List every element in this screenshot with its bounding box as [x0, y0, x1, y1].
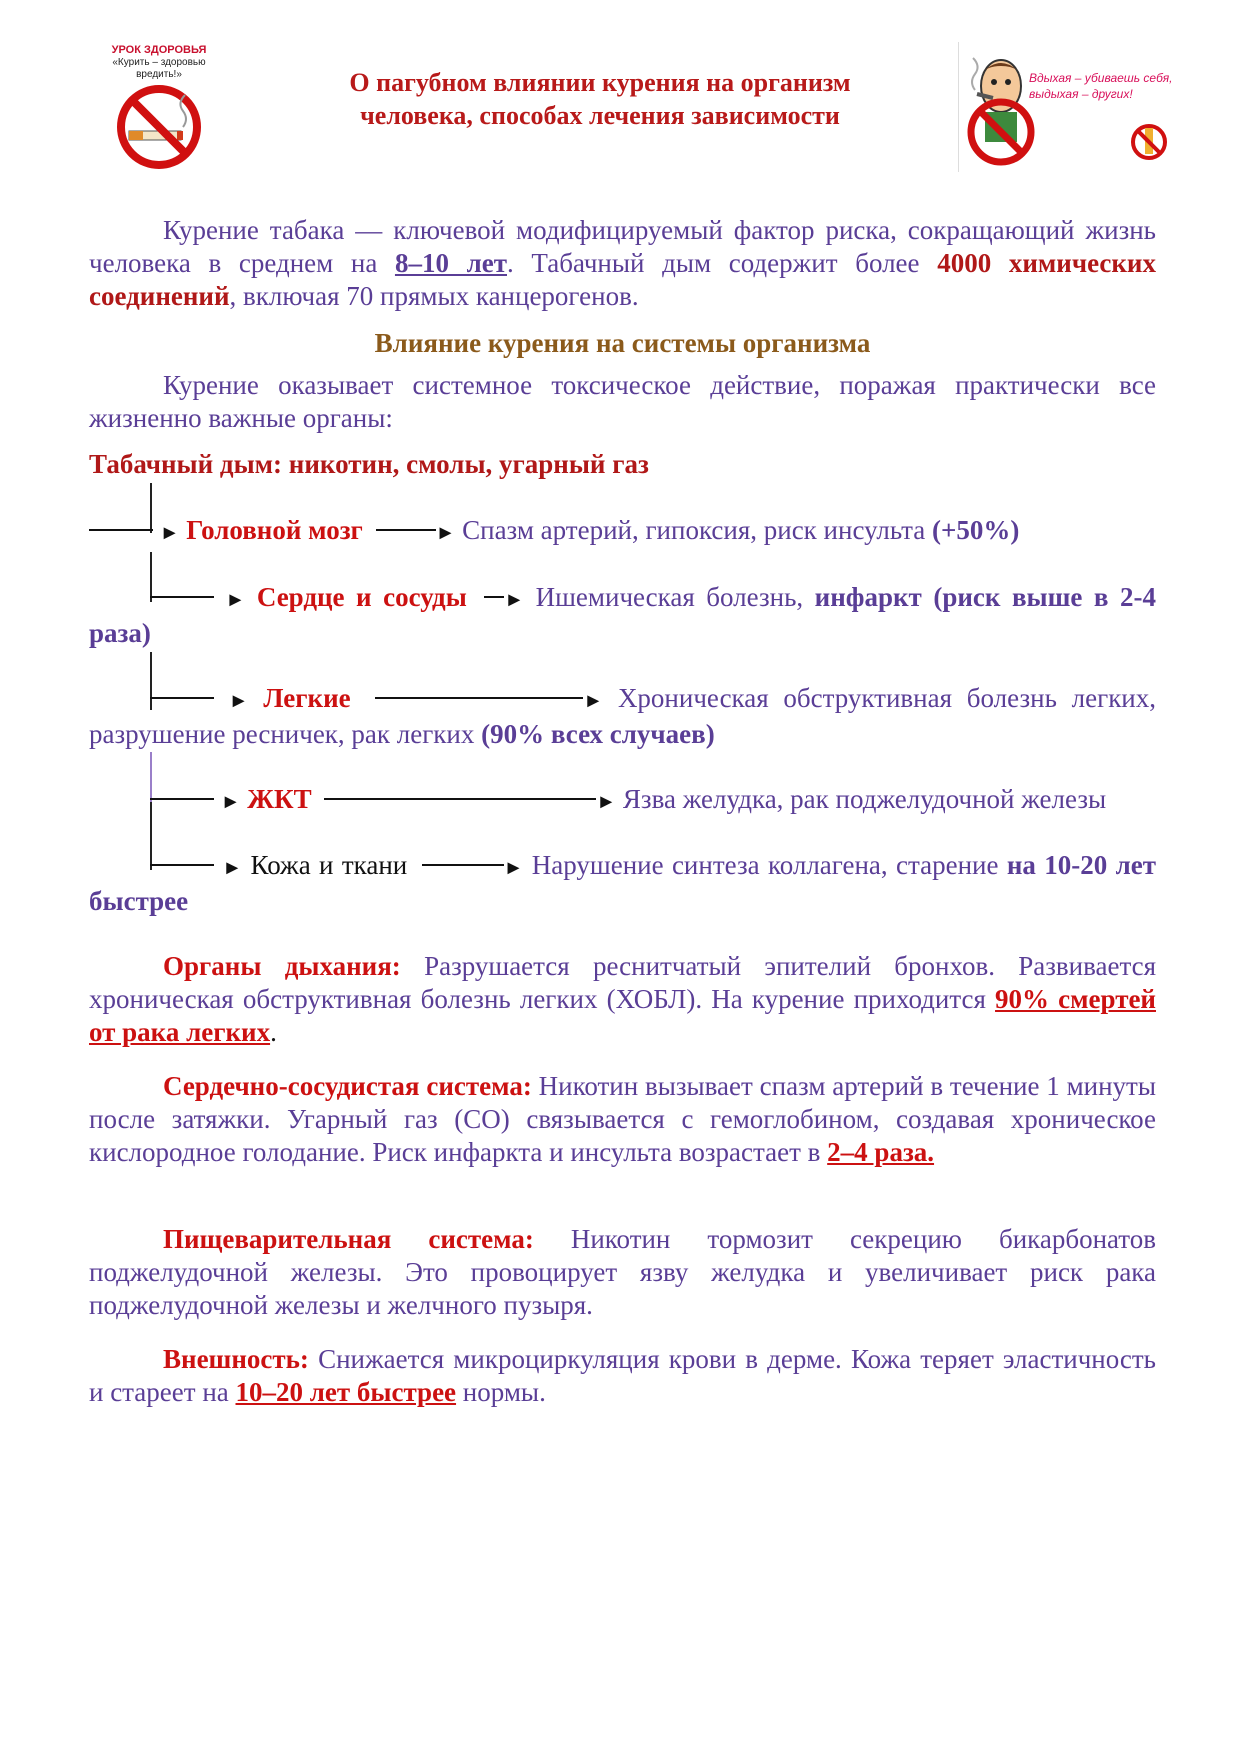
arrow-right-icon: ► — [504, 589, 525, 611]
flow-branch-line — [422, 864, 504, 866]
life-reduction-highlight: 8–10 лет — [394, 248, 507, 278]
respiratory-highlight: 90% смертей от рака легких — [89, 984, 1156, 1047]
arrow-right-icon: ► — [583, 690, 604, 712]
intro-text-2: . Табачный дым содержит более — [507, 248, 938, 278]
arrow-right-icon: ► — [220, 791, 241, 813]
no-cigarette-icon — [1129, 122, 1169, 162]
effect-emphasis: (+50%) — [932, 515, 1020, 545]
arrow-right-icon: ► — [596, 791, 617, 813]
effect-text: Язва желудка, рак поджелудочной железы — [622, 784, 1107, 814]
chemical-count-highlight: 4000 химических соединений — [89, 248, 1156, 311]
digestive-label: Пищеварительная система: — [163, 1224, 534, 1254]
arrow-right-icon: ► — [222, 857, 243, 879]
flow-branch-line — [150, 596, 214, 598]
flow-branch-line — [324, 798, 596, 800]
section-heading: Влияние курения на системы организма — [374, 328, 871, 358]
flow-branch-line — [376, 529, 436, 531]
flow-root: Табачный дым: никотин, смолы, угарный газ — [89, 449, 649, 479]
flow-branch-line — [150, 697, 214, 699]
flow-branch-line — [484, 596, 504, 598]
effect-text: Нарушение синтеза коллагена, старение — [531, 850, 1007, 880]
cardio-label: Сердечно-сосудистая система: — [163, 1071, 532, 1101]
respiratory-text: Разрушается реснитчатый эпителий бронхов. Развивается хроническая обструктивная болезнь легких (ХОБЛ). На курение приходится — [89, 951, 1157, 1014]
respiratory-paragraph — [89, 950, 1156, 1049]
intro-text-3: , включая 70 прямых канцерогенов. — [229, 281, 639, 311]
respiratory-period: . — [270, 1017, 277, 1047]
badge-line-2: вредить!» — [136, 69, 182, 80]
effect-emphasis: (90% всех случаев) — [481, 719, 715, 749]
section-intro-paragraph: Курение оказывает системное токсическое действие, поражая практически все жизненно важные органы: — [89, 370, 1156, 433]
organ-label: Легкие — [263, 683, 351, 713]
appearance-paragraph — [89, 1343, 1156, 1409]
slogan-line-2: выдыхая – других! — [1029, 87, 1133, 101]
flow-item-brain — [89, 514, 1156, 550]
health-lesson-badge — [88, 44, 230, 164]
flow-branch-line — [150, 798, 214, 800]
arrow-right-icon: ► — [503, 857, 524, 879]
intro-text-1: Курение табака — ключевой модифицируемый фактор риска, сокращающий жизнь человека в среднем на — [89, 215, 1156, 278]
flow-item-lungs — [89, 682, 1156, 751]
effect-text: Ишемическая болезнь, — [535, 582, 815, 612]
cardio-highlight: 2–4 раза. — [827, 1137, 935, 1167]
flow-item-gi-tract — [89, 783, 1156, 819]
appearance-text-end: нормы. — [456, 1377, 546, 1407]
flow-item-skin — [89, 849, 1156, 918]
appearance-highlight: 10–20 лет быстрее — [235, 1377, 457, 1407]
appearance-text: Снижается микроциркуляция крови в дерме. Кожа теряет эластичность и стареет на — [89, 1344, 1156, 1407]
appearance-label: Внешность: — [163, 1344, 309, 1374]
flow-branch-line — [150, 864, 214, 866]
flow-branch-line — [89, 529, 153, 531]
flow-item-heart — [89, 581, 1156, 650]
no-smoking-man-icon — [963, 50, 1035, 168]
intro-paragraph — [89, 214, 1156, 313]
arrow-right-icon: ► — [225, 589, 246, 611]
slogan-line-1: Вдыхая – убиваешь себя, — [1029, 71, 1173, 85]
effect-text: Хроническая обструктивная болезнь легких, разрушение ресничек, рак легких — [89, 683, 1157, 749]
effect-text: Спазм артерий, гипоксия, риск инсульта — [462, 515, 933, 545]
slogan-text — [1029, 70, 1179, 102]
effect-emphasis: на 10-20 лет быстрее — [89, 850, 1157, 916]
slogan-badge — [958, 42, 1179, 172]
cardio-paragraph — [89, 1070, 1156, 1169]
no-smoking-icon — [115, 83, 203, 171]
flow-branch-line — [375, 697, 583, 699]
organ-label: Кожа и ткани — [250, 850, 408, 880]
page-title-line-2: человека, способах лечения зависимости — [360, 101, 840, 130]
badge-title: УРОК ЗДОРОВЬЯ — [111, 44, 207, 56]
page-title-line-1: О пагубном влиянии курения на организм — [349, 68, 851, 97]
organ-label: ЖКТ — [247, 784, 312, 814]
arrow-right-icon: ► — [159, 522, 180, 544]
digestive-text: Никотин тормозит секрецию бикарбонатов поджелудочной железы. Это провоцирует язву желудка и увеличивает риск рака поджелудочной железы и желчного пузыря. — [89, 1224, 1156, 1320]
cardio-text: Никотин вызывает спазм артерий в течение 1 минуты после затяжки. Угарный газ (СО) связывается с гемоглобином, создавая хроническое кислородное голодание. Риск инфаркта и инсульта возрастает в — [89, 1071, 1157, 1167]
arrow-right-icon: ► — [228, 690, 249, 712]
respiratory-label: Органы дыхания: — [163, 951, 401, 981]
page-title — [270, 66, 930, 132]
effect-emphasis: инфаркт (риск выше в 2-4 раза) — [89, 582, 1157, 648]
digestive-paragraph — [89, 1223, 1156, 1322]
organ-label: Сердце и сосуды — [256, 582, 467, 612]
organ-label: Головной мозг — [186, 515, 363, 545]
badge-line-1: «Курить – здоровью — [112, 57, 206, 68]
arrow-right-icon: ► — [435, 522, 456, 544]
